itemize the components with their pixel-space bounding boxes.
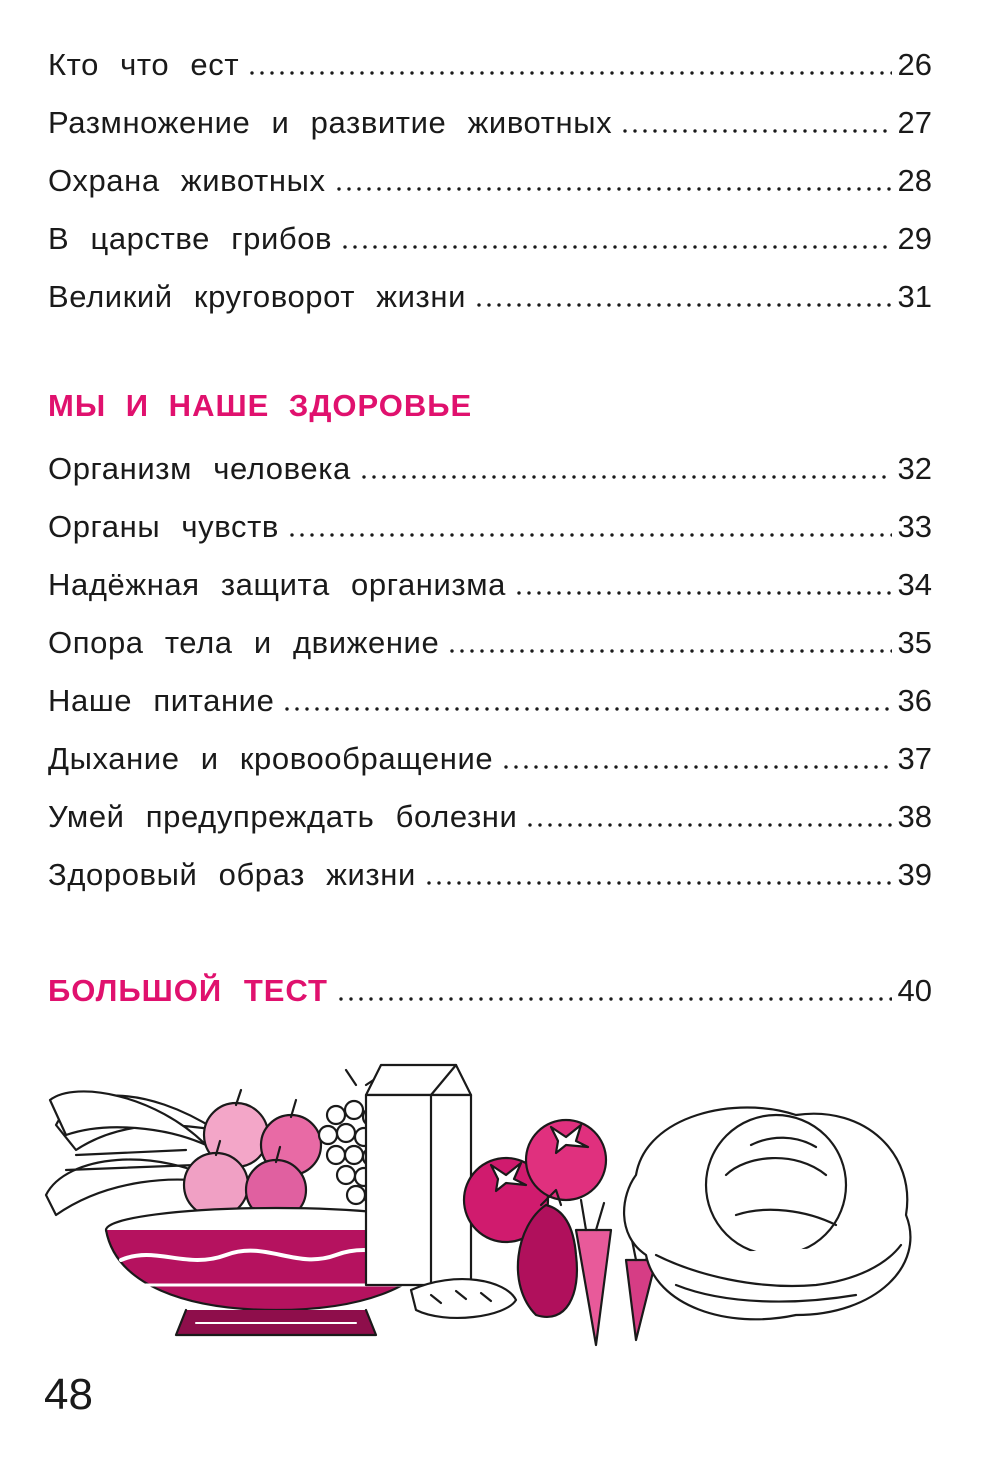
toc-entry-page: 37 [897,741,932,776]
toc-entry[interactable] [48,216,932,256]
toc-entry[interactable] [48,100,932,140]
toc-leader-dots [447,649,891,653]
toc-entry-page: 38 [897,799,932,834]
apple-icon [184,1090,321,1220]
toc-entry-page: 29 [897,221,932,256]
toc-leader-dots [287,533,892,537]
toc-entry[interactable] [48,504,932,544]
toc-entry-page: 39 [897,857,932,892]
food-illustration [36,1055,956,1355]
toc-leader-dots [501,765,891,769]
toc-entry-title: Надёжная защита организма [48,567,506,602]
toc-entry[interactable] [48,562,932,602]
toc-leader-dots [247,71,891,75]
toc-entry[interactable] [48,794,932,834]
toc-entry-title: Здоровый образ жизни [48,857,416,892]
toc-leader-dots [424,881,892,885]
toc-entry-title: Дыхание и кровообращение [48,741,494,776]
toc-entry-page: 27 [897,105,932,140]
toc-entry[interactable] [48,446,932,486]
cabbage-icon [624,1108,910,1320]
toc-entry-title: Организм человека [48,451,351,486]
toc-entry[interactable] [48,274,932,314]
toc-entry[interactable] [48,678,932,718]
toc-entry-title: Наше питание [48,683,275,718]
toc-entry-page: 34 [897,567,932,602]
toc-entry-title: Кто что ест [48,47,240,82]
toc-entry[interactable] [48,620,932,660]
toc-leader-dots [334,187,892,191]
toc-leader-dots [359,475,892,479]
toc-entry-title: Размножение и развитие животных [48,105,613,140]
toc-entry-title: Умей предупреждать болезни [48,799,518,834]
section-heading: МЫ И НАШЕ ЗДОРОВЬЕ [48,388,473,423]
toc-entry-page: 32 [897,451,932,486]
toc-entry-title: Опора тела и движение [48,625,440,660]
toc-entry-page: 35 [897,625,932,660]
toc-entry-big-test[interactable] [48,968,932,1008]
cucumber-icon [411,1279,516,1318]
page-number: 48 [44,1370,93,1419]
toc-entry-page: 26 [897,47,932,82]
toc-leader-dots [525,823,891,827]
toc-entry-title: Великий круговорот жизни [48,279,466,314]
toc-entry[interactable] [48,158,932,198]
milk-carton-icon [366,1065,471,1285]
toc-leader-dots [474,303,892,307]
toc-entry-page: 28 [897,163,932,198]
toc-leader-dots [336,997,892,1001]
toc-entry[interactable] [48,852,932,892]
toc-leader-dots [340,245,891,249]
toc-entry-page: 40 [897,973,932,1008]
toc-entry-title: В царстве грибов [48,221,333,256]
toc-leader-dots [620,129,891,133]
toc-entry-title: Охрана животных [48,163,326,198]
toc-leader-dots [282,707,891,711]
toc-entry-page: 31 [897,279,932,314]
toc-entry-page: 33 [897,509,932,544]
toc-entry-title: БОЛЬШОЙ ТЕСТ [48,973,328,1008]
toc-entry-title: Органы чувств [48,509,279,544]
toc-entry[interactable] [48,736,932,776]
toc-entry-page: 36 [897,683,932,718]
toc-entry[interactable] [48,42,932,82]
toc-leader-dots [514,591,892,595]
